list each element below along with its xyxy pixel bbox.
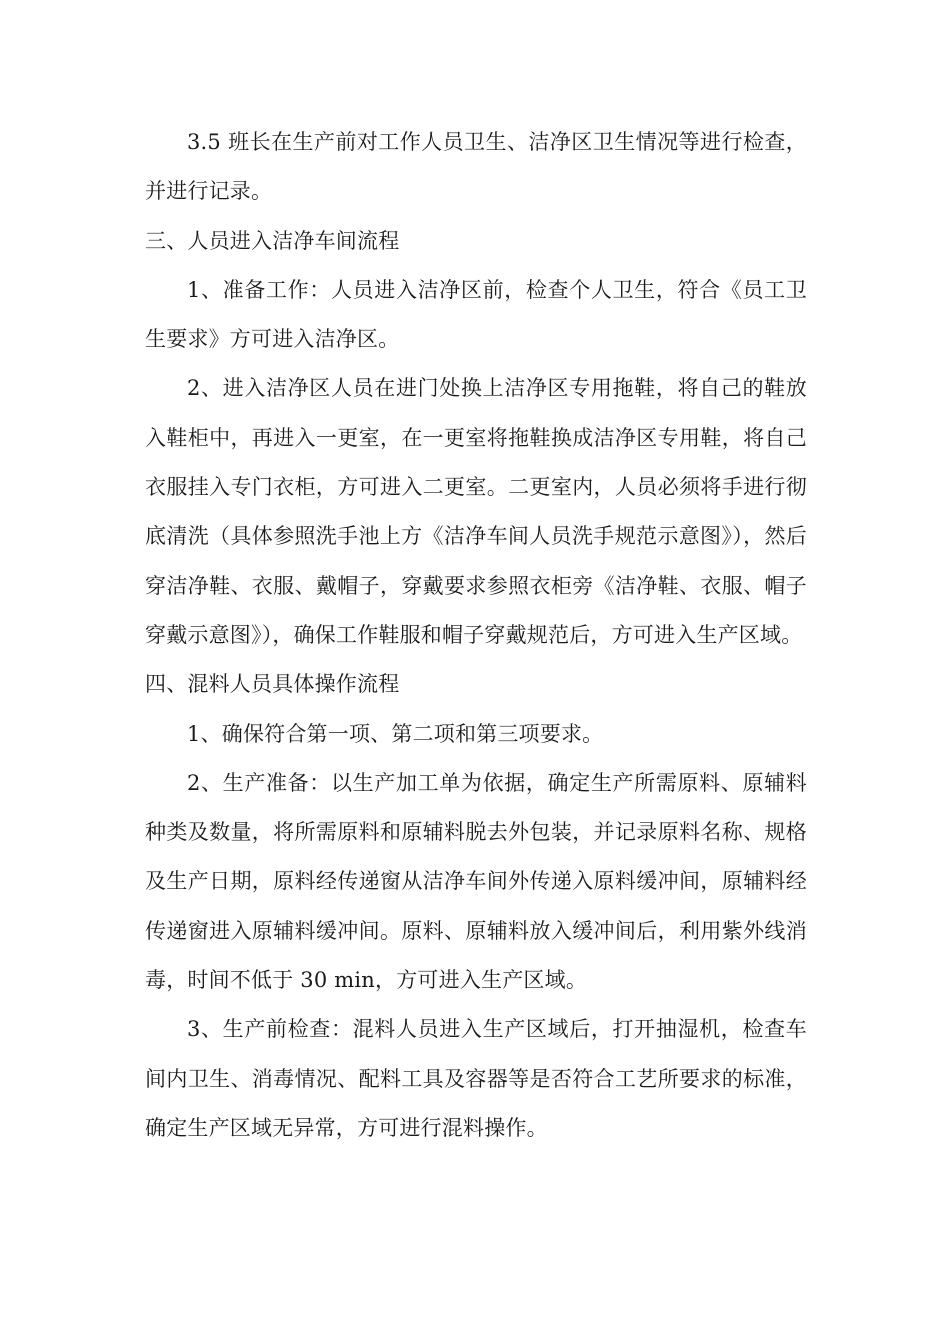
section-heading-4: 四、混料人员具体操作流程 [145, 672, 400, 697]
document-body [145, 118, 807, 1153]
paragraph-production-prep: 2、生产准备：以生产加工单为依据，确定生产所需原料、原辅料种类及数量，将所需原料和原辅料脱去外包装，并记录原料名称、规格及生产日期，原料经传递窗从洁净车间外传递入原料缓冲间，原辅料经传递窗进入原辅料缓冲间。原料、原辅料放入缓冲间后，利用紫外线消毒，时间不低于 30 min，方可进入生产区域。 [145, 770, 807, 993]
paragraph-requirements: 1、确保符合第一项、第二项和第三项要求。 [187, 721, 604, 746]
paragraph-3-5-inspection: 3.5 班长在生产前对工作人员卫生、洁净区卫生情况等进行检查，并进行记录。 [145, 130, 807, 204]
section-heading-3: 三、人员进入洁净车间流程 [145, 228, 400, 253]
paragraph-changing-rooms: 2、进入洁净区人员在进门处换上洁净区专用拖鞋，将自己的鞋放入鞋柜中，再进入一更室，在一更室将拖鞋换成洁净区专用鞋，将自己衣服挂入专门衣柜，方可进入二更室。二更室内，人员必须将手进行彻底清洗（具体参照洗手池上方《洁净车间人员洗手规范示意图》），然后穿洁净鞋、衣服、戴帽子，穿戴要求参照衣柜旁《洁净鞋、衣服、帽子穿戴示意图》），确保工作鞋服和帽子穿戴规范后，方可进入生产区域。 [145, 376, 807, 647]
paragraph-preparation: 1、准备工作：人员进入洁净区前，检查个人卫生，符合《员工卫生要求》方可进入洁净区。 [145, 277, 807, 352]
paragraph-pre-production-check: 3、生产前检查：混料人员进入生产区域后，打开抽湿机，检查车间内卫生、消毒情况、配料工具及容器等是否符合工艺所要求的标准，确定生产区域无异常，方可进行混料操作。 [145, 1017, 807, 1140]
